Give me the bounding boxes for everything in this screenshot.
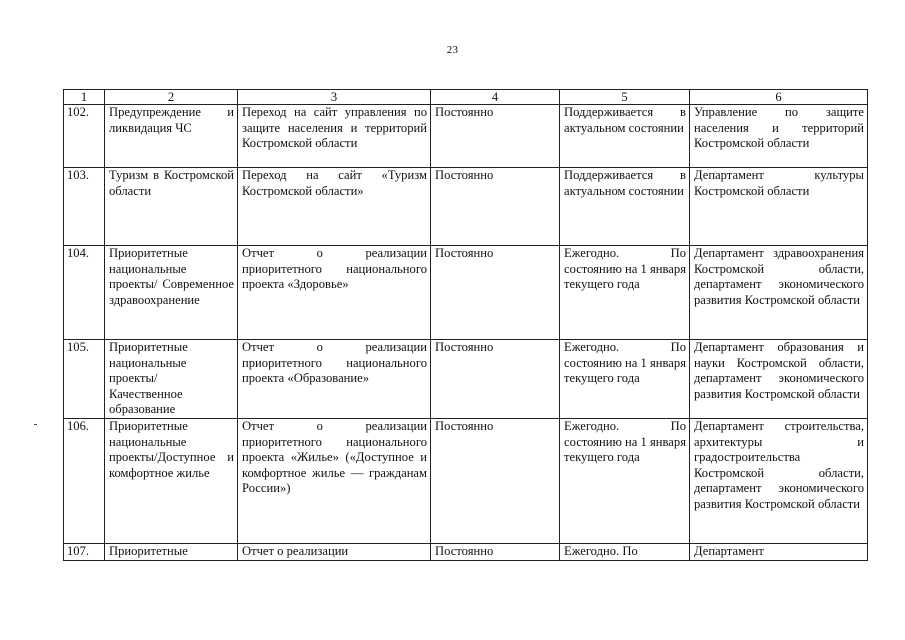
table-row: [64, 340, 868, 419]
publication-period: Постоянно: [431, 105, 560, 168]
column-number: 4: [431, 90, 560, 105]
responsible-body: Департамент строительства, архитектуры и градостроительства Костромской области, департамент экономического развития Костромской области: [690, 418, 868, 543]
section-content: Переход на сайт «Туризм Костромской области»: [238, 168, 431, 246]
section-name: Туризм в Костромской области: [105, 168, 238, 246]
publication-period: Постоянно: [431, 340, 560, 419]
update-status: Ежегодно. По состоянию на 1 января текущего года: [560, 246, 690, 340]
update-status: Ежегодно. По состоянию на 1 января текущего года: [560, 340, 690, 419]
table-row: [64, 246, 868, 340]
update-status: Ежегодно. По: [560, 543, 690, 560]
column-number-row: [64, 90, 868, 105]
document-table: [63, 89, 868, 561]
row-number: 104.: [64, 246, 105, 340]
row-number: 105.: [64, 340, 105, 419]
page-number: 23: [446, 44, 459, 56]
section-content: Отчет о реализации: [238, 543, 431, 560]
section-content: Отчет о реализации приоритетного национального проекта «Образование»: [238, 340, 431, 419]
publication-period: Постоянно: [431, 168, 560, 246]
section-name: Приоритетные национальные проекты/ Качественное образование: [105, 340, 238, 419]
publication-period: Постоянно: [431, 418, 560, 543]
responsible-body: Департамент культуры Костромской области: [690, 168, 868, 246]
table-row: [64, 168, 868, 246]
column-number: 6: [690, 90, 868, 105]
row-number: 102.: [64, 105, 105, 168]
responsible-body: Департамент здравоохранения Костромской области, департамент экономического развития Костромской области: [690, 246, 868, 340]
section-name: Приоритетные: [105, 543, 238, 560]
margin-mark: [34, 424, 37, 425]
publication-period: Постоянно: [431, 246, 560, 340]
column-number: 1: [64, 90, 105, 105]
responsible-body: Департамент: [690, 543, 868, 560]
table-row: [64, 543, 868, 560]
table-row: [64, 105, 868, 168]
update-status: Поддерживается в актуальном состоянии: [560, 105, 690, 168]
section-content: Отчет о реализации приоритетного национального проекта «Здоровье»: [238, 246, 431, 340]
section-content: Переход на сайт управления по защите населения и территорий Костромской области: [238, 105, 431, 168]
section-content: Отчет о реализации приоритетного национального проекта «Жилье» («Доступное и комфортное жилье — гражданам России»): [238, 418, 431, 543]
section-name: Предупреждение и ликвидация ЧС: [105, 105, 238, 168]
publication-period: Постоянно: [431, 543, 560, 560]
responsible-body: Управление по защите населения и территорий Костромской области: [690, 105, 868, 168]
section-name: Приоритетные национальные проекты/Доступное и комфортное жилье: [105, 418, 238, 543]
row-number: 107.: [64, 543, 105, 560]
section-name: Приоритетные национальные проекты/ Современное здравоохранение: [105, 246, 238, 340]
column-number: 5: [560, 90, 690, 105]
row-number: 103.: [64, 168, 105, 246]
update-status: Ежегодно. По состоянию на 1 января текущего года: [560, 418, 690, 543]
column-number: 3: [238, 90, 431, 105]
responsible-body: Департамент образования и науки Костромской области, департамент экономического развития Костромской области: [690, 340, 868, 419]
update-status: Поддерживается в актуальном состоянии: [560, 168, 690, 246]
row-number: 106.: [64, 418, 105, 543]
column-number: 2: [105, 90, 238, 105]
table-row: [64, 418, 868, 543]
